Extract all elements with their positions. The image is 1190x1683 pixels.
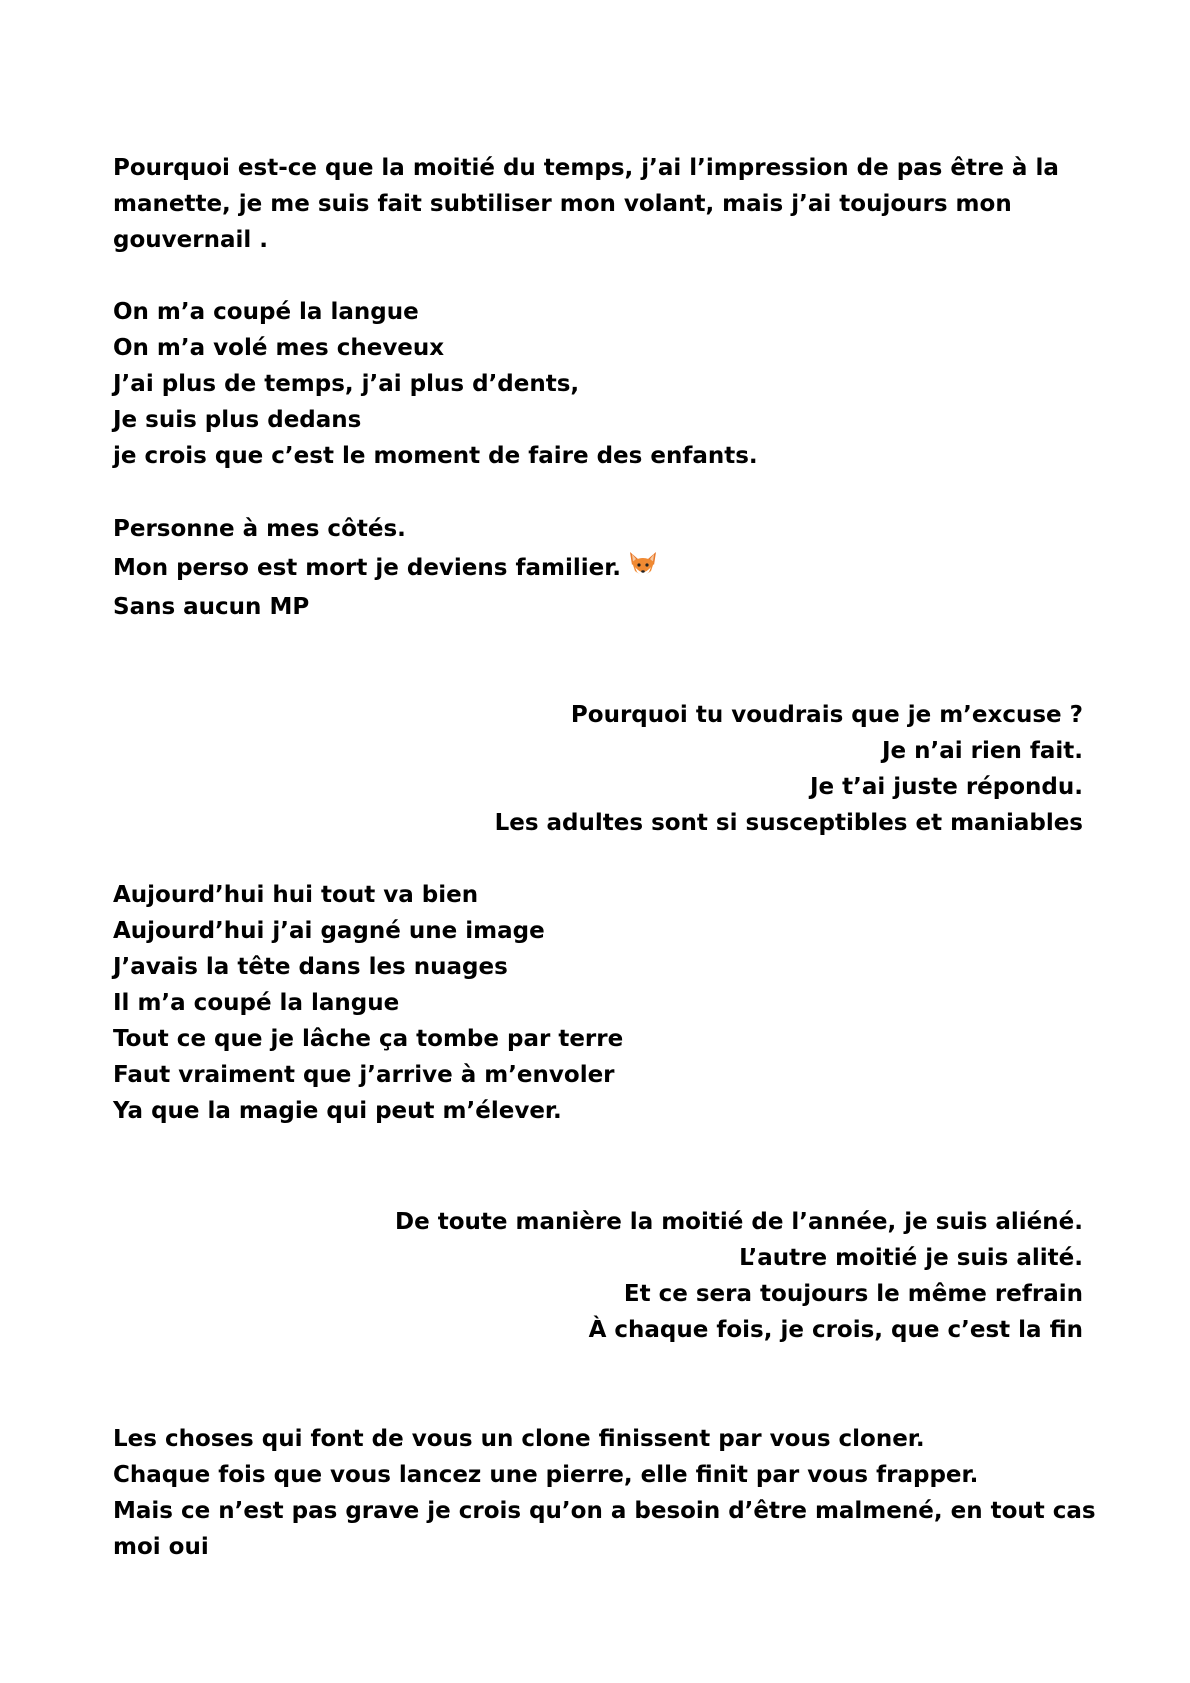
stanza-4	[113, 697, 1083, 841]
text-line: je crois que c’est le moment de faire des enfants.	[113, 443, 758, 469]
text-line: À chaque fois, je crois, que c’est la fin	[588, 1317, 1083, 1343]
stanza-7	[113, 1421, 1096, 1565]
text-line-content: Mon perso est mort je deviens familier.	[113, 555, 622, 581]
text-line: Je n’ai rien fait.	[881, 738, 1083, 764]
text-line: Je suis plus dedans	[113, 407, 362, 433]
text-line: Il m’a coupé la langue	[113, 990, 400, 1016]
stanza-6	[113, 1204, 1083, 1348]
text-line: Aujourd’hui j’ai gagné une image	[113, 918, 545, 944]
text-line: Sans aucun MP	[113, 594, 310, 620]
stanza-1	[113, 150, 1083, 258]
text-line: Les adultes sont si susceptibles et maniables	[494, 810, 1083, 836]
text-line: L’autre moitié je suis alité.	[739, 1245, 1083, 1271]
text-line: Et ce sera toujours le même refrain	[623, 1281, 1083, 1307]
text-line: On m’a volé mes cheveux	[113, 335, 445, 361]
text-line: Je t’ai juste répondu.	[809, 774, 1083, 800]
stanza-2	[113, 294, 1083, 474]
text-line: Pourquoi tu voudrais que je m’excuse ?	[570, 702, 1083, 728]
text-line: On m’a coupé la langue	[113, 299, 419, 325]
text-line: Aujourd’hui hui tout va bien	[113, 882, 479, 908]
text-line-with-emoji	[113, 547, 1083, 589]
text-line: Mais ce n’est pas grave je crois qu’on a besoin d’être malmené, en tout cas	[113, 1498, 1096, 1524]
text-line: J’ai plus de temps, j’ai plus d’dents,	[113, 371, 580, 397]
text-line: Ya que la magie qui peut m’élever.	[113, 1098, 562, 1124]
stanza-3	[113, 511, 1083, 625]
text-line: gouvernail .	[113, 227, 268, 253]
text-line: Tout ce que je lâche ça tombe par terre	[113, 1026, 624, 1052]
stanza-5	[113, 877, 1083, 1129]
text-line: Faut vraiment que j’arrive à m’envoler	[113, 1062, 615, 1088]
text-line: De toute manière la moitié de l’année, je suis aliéné.	[395, 1209, 1083, 1235]
text-line: Les choses qui font de vous un clone finissent par vous cloner.	[113, 1426, 925, 1452]
text-line: manette, je me suis fait subtiliser mon volant, mais j’ai toujours mon	[113, 191, 1012, 217]
text-line: Pourquoi est-ce que la moitié du temps, j’ai l’impression de pas être à la	[113, 155, 1059, 181]
text-line: Personne à mes côtés.	[113, 516, 406, 542]
text-line: moi oui	[113, 1534, 209, 1560]
fox-emoji-icon	[627, 549, 659, 579]
text-line: Chaque fois que vous lancez une pierre, elle finit par vous frapper.	[113, 1462, 979, 1488]
text-line: J’avais la tête dans les nuages	[113, 954, 508, 980]
